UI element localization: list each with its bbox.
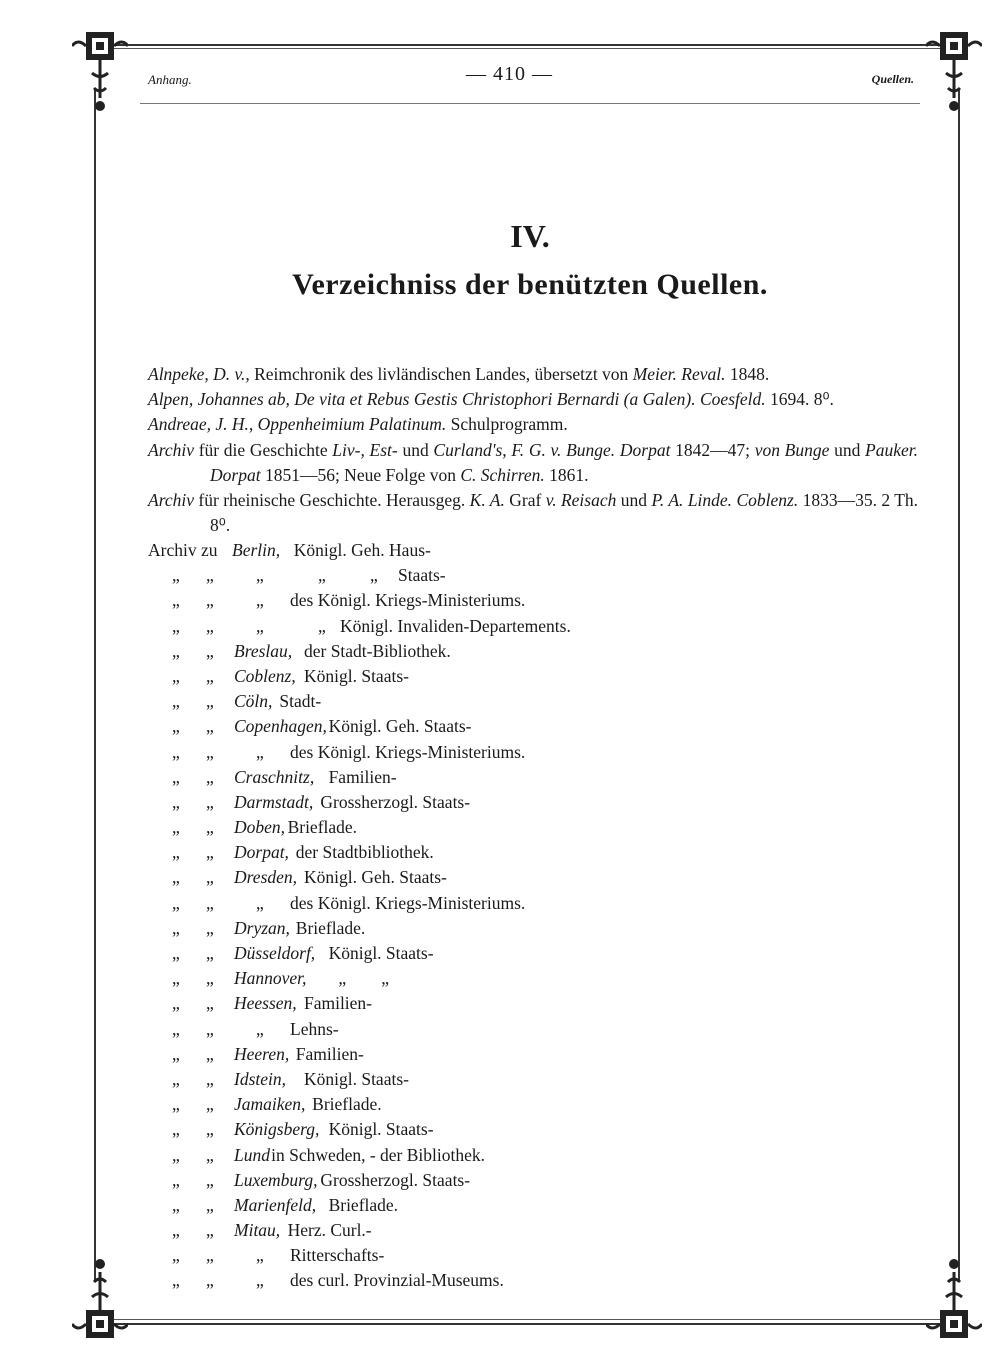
ditto-mark: „ bbox=[206, 1169, 214, 1190]
ditto-mark: „ bbox=[206, 691, 214, 712]
ditto-mark: „ bbox=[206, 892, 214, 913]
ditto-mark: „ bbox=[172, 892, 180, 913]
bibliography-entry: Andreae, J. H., Oppenheimium Palatinum. Schulprogramm. bbox=[148, 414, 568, 435]
frame-top-inner-border bbox=[104, 48, 952, 49]
ditto-mark: „ bbox=[172, 842, 180, 863]
archive-city: Heeren, bbox=[234, 1043, 290, 1064]
running-header-left: Anhang. bbox=[148, 72, 192, 87]
archive-description: Königl. Staats- bbox=[299, 1068, 409, 1089]
archive-description: Brieflade. bbox=[324, 1194, 399, 1215]
archive-description: des Königl. Kriegs-Ministeriums. bbox=[290, 590, 526, 611]
ditto-mark: „ bbox=[172, 968, 180, 989]
archive-description: Herz. Curl.- bbox=[283, 1220, 372, 1241]
ditto-mark: „ bbox=[172, 993, 180, 1014]
ditto-mark: „ bbox=[172, 1043, 180, 1064]
corner-ornament-top-left-icon bbox=[72, 18, 128, 118]
bibliography-entries bbox=[148, 362, 918, 538]
ditto-mark: „ bbox=[206, 716, 214, 737]
archive-description: des Königl. Kriegs-Ministeriums. bbox=[290, 741, 526, 762]
ditto-mark: „ bbox=[256, 565, 264, 586]
archive-city: Idstein, bbox=[234, 1068, 287, 1089]
ditto-mark: „ bbox=[206, 968, 214, 989]
section-number: IV. bbox=[510, 218, 550, 254]
frame-bottom-inner-border bbox=[104, 1319, 952, 1320]
ditto-mark: „ bbox=[172, 615, 180, 636]
bibliography-entry: Alpen, Johannes ab, De vita et Rebus Gestis Christophori Bernardi (a Galen). Coesfeld. 1694. 8⁰. bbox=[148, 389, 834, 410]
frame-bottom-border bbox=[96, 1323, 960, 1325]
archive-description: „ „ bbox=[307, 968, 389, 989]
archive-description: des Königl. Kriegs-Ministeriums. bbox=[290, 892, 526, 913]
header-rule bbox=[140, 103, 920, 104]
archive-city: Darmstadt, bbox=[234, 791, 314, 812]
bibliography-entry: Archiv für die Geschichte Liv-, Est- und Curland's, F. G. v. Bunge. Dorpat 1842—47; von Bunge und Pauker. Dorpat 1851—56; Neue Folge von C. Schirren. 1861. bbox=[148, 439, 918, 485]
archive-description: Ritterschafts- bbox=[290, 1245, 385, 1266]
archive-city: Doben, bbox=[234, 817, 286, 838]
ditto-mark: „ bbox=[256, 615, 264, 636]
archive-city: Dryzan, bbox=[234, 917, 290, 938]
archive-city: Copenhagen, bbox=[234, 716, 327, 737]
ditto-mark: „ bbox=[172, 640, 180, 661]
ditto-mark: „ bbox=[206, 615, 214, 636]
ditto-mark: „ bbox=[206, 1119, 214, 1140]
ditto-mark: „ bbox=[206, 917, 214, 938]
archive-description: Brieflade. bbox=[283, 817, 358, 838]
ditto-mark: „ bbox=[172, 867, 180, 888]
ditto-mark: „ bbox=[172, 565, 180, 586]
archive-city: Mitau, bbox=[234, 1220, 281, 1241]
archive-city: Luxemburg, bbox=[234, 1169, 318, 1190]
ditto-mark: „ bbox=[206, 1245, 214, 1266]
ditto-mark: „ bbox=[172, 817, 180, 838]
corner-ornament-bottom-left-icon bbox=[72, 1252, 128, 1352]
ditto-mark: „ bbox=[256, 1270, 264, 1291]
archive-description: Grossherzogl. Staats- bbox=[316, 791, 471, 812]
ditto-mark: „ bbox=[172, 766, 180, 787]
archive-city: Düsseldorf, bbox=[234, 943, 316, 963]
archive-description: der Stadtbibliothek. bbox=[291, 842, 434, 863]
archive-description: Lehns- bbox=[290, 1018, 339, 1039]
archive-city: Coblenz, bbox=[234, 665, 296, 686]
ditto-mark: „ bbox=[172, 1018, 180, 1039]
archive-description: Grossherzogl. Staats- bbox=[316, 1169, 471, 1190]
corner-ornament-bottom-right-icon bbox=[926, 1252, 982, 1352]
ditto-mark: „ bbox=[256, 590, 264, 611]
ditto-mark: „ bbox=[370, 565, 378, 586]
ditto-mark: „ bbox=[172, 1220, 180, 1241]
archive-description: Staats- bbox=[398, 565, 446, 586]
archive-description: Königl. Geh. Staats- bbox=[324, 716, 472, 737]
ditto-mark: „ bbox=[172, 1068, 180, 1089]
ditto-mark: „ bbox=[206, 943, 214, 963]
ditto-mark: „ bbox=[206, 1194, 214, 1215]
ditto-mark: „ bbox=[206, 842, 214, 863]
archive-city: Lund bbox=[234, 1144, 270, 1165]
ditto-mark: „ bbox=[206, 791, 214, 812]
archive-description: Königl. Staats- bbox=[324, 1119, 434, 1140]
ditto-mark: „ bbox=[206, 1144, 214, 1165]
archive-description: Stadt- bbox=[275, 691, 322, 712]
archive-city: Cöln, bbox=[234, 691, 273, 712]
archive-description: der Stadt-Bibliothek. bbox=[299, 640, 451, 661]
archive-description: des curl. Provinzial-Museums. bbox=[290, 1270, 504, 1291]
ditto-mark: „ bbox=[172, 741, 180, 762]
ditto-mark: „ bbox=[206, 1018, 214, 1039]
archive-city: Craschnitz, bbox=[234, 766, 315, 787]
ditto-mark: „ bbox=[172, 1094, 180, 1115]
corner-ornament-top-right-icon bbox=[926, 18, 982, 118]
frame-top-border bbox=[96, 44, 960, 46]
ditto-mark: „ bbox=[206, 1043, 214, 1064]
ditto-mark: „ bbox=[318, 615, 326, 636]
running-header-right: Quellen. bbox=[871, 72, 914, 86]
archive-city: Hannover, bbox=[234, 968, 307, 989]
ditto-mark: „ bbox=[172, 1144, 180, 1165]
ditto-mark: „ bbox=[172, 1194, 180, 1215]
ditto-mark: „ bbox=[172, 1270, 180, 1291]
archive-description: Brieflade. bbox=[291, 917, 366, 938]
ditto-mark: „ bbox=[206, 1068, 214, 1089]
archive-description: Königl. Invaliden-Departements. bbox=[340, 615, 571, 636]
archive-description: Königl. Geh. Staats- bbox=[299, 867, 447, 888]
archive-city: Marienfeld, bbox=[234, 1194, 317, 1215]
ditto-mark: „ bbox=[256, 1245, 264, 1266]
archive-description: Königl. Geh. Haus- bbox=[289, 540, 431, 560]
archive-description: Königl. Staats- bbox=[324, 943, 434, 963]
ditto-mark: „ bbox=[206, 867, 214, 888]
archive-city: Breslau, bbox=[234, 640, 293, 661]
ditto-mark: „ bbox=[206, 1220, 214, 1241]
archive-description: Familien- bbox=[324, 766, 397, 787]
ditto-mark: „ bbox=[206, 817, 214, 838]
ditto-mark: „ bbox=[172, 791, 180, 812]
ditto-mark: „ bbox=[206, 1094, 214, 1115]
archive-city: Königsberg, bbox=[234, 1119, 320, 1140]
ditto-mark: „ bbox=[256, 741, 264, 762]
archive-city: Dorpat, bbox=[234, 842, 289, 863]
ditto-mark: „ bbox=[172, 590, 180, 611]
bibliography-entry: Alnpeke, D. v., Reimchronik des livländischen Landes, übersetzt von Meier. Reval. 1848. bbox=[148, 364, 770, 384]
ditto-mark: „ bbox=[206, 640, 214, 661]
ditto-mark: „ bbox=[172, 1119, 180, 1140]
ditto-mark: „ bbox=[206, 590, 214, 611]
ditto-mark: „ bbox=[256, 1018, 264, 1039]
ditto-mark: „ bbox=[172, 691, 180, 712]
ditto-mark: „ bbox=[172, 943, 180, 963]
ditto-mark: „ bbox=[206, 565, 214, 586]
ditto-mark: „ bbox=[206, 993, 214, 1014]
archive-description: Familien- bbox=[299, 993, 373, 1014]
archive-description: Königl. Staats- bbox=[299, 665, 409, 686]
archive-city: Heessen, bbox=[234, 993, 297, 1014]
ditto-mark: „ bbox=[206, 665, 214, 686]
ditto-mark: „ bbox=[318, 565, 326, 586]
bibliography-entry: Archiv für rheinische Geschichte. Herausgeg. K. A. Graf v. Reisach und P. A. Linde. Coblenz. 1833—35. 2 Th. 8⁰. bbox=[148, 490, 919, 536]
archive-description: Familien- bbox=[291, 1043, 364, 1064]
ditto-mark: „ bbox=[172, 917, 180, 938]
ditto-mark: „ bbox=[206, 1270, 214, 1291]
ditto-mark: „ bbox=[256, 892, 264, 913]
ditto-mark: „ bbox=[172, 1169, 180, 1190]
archive-description: Brieflade. bbox=[307, 1094, 382, 1115]
archive-description: in Schweden, - der Bibliothek. bbox=[266, 1144, 486, 1165]
ditto-mark: „ bbox=[172, 665, 180, 686]
ditto-mark: „ bbox=[206, 741, 214, 762]
archive-city: Dresden, bbox=[234, 867, 298, 888]
ditto-mark: „ bbox=[206, 766, 214, 787]
page-number: — 410 — bbox=[466, 63, 553, 85]
section-title: Verzeichniss der benützten Quellen. bbox=[292, 268, 768, 301]
archive-city: Berlin, bbox=[232, 540, 281, 560]
archive-city: Jamaiken, bbox=[234, 1094, 306, 1115]
ditto-mark: „ bbox=[172, 1245, 180, 1266]
archive-prefix: Archiv zu bbox=[148, 540, 218, 560]
ditto-mark: „ bbox=[172, 716, 180, 737]
